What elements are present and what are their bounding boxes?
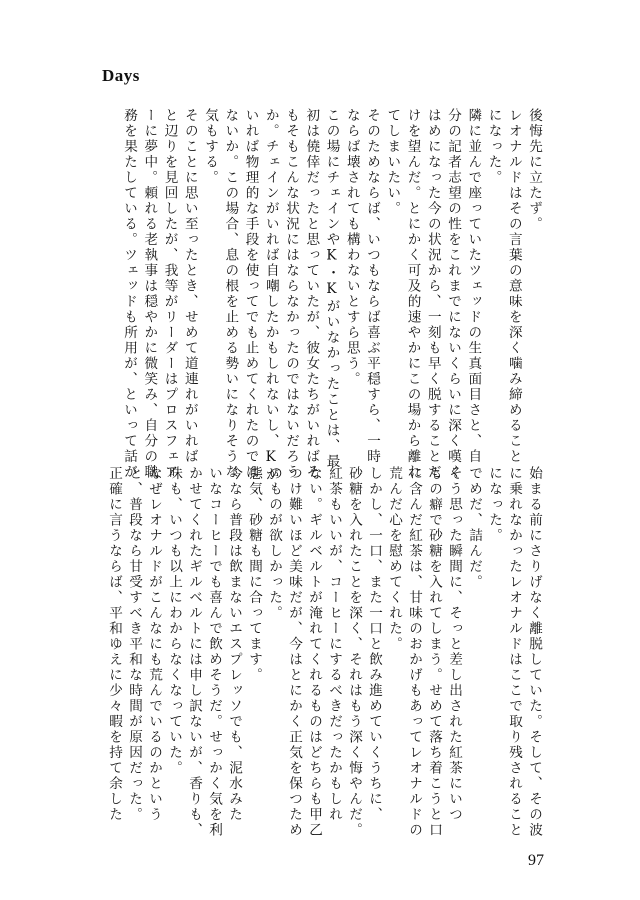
text-line: 後悔先に立たず。 [526, 108, 542, 232]
text-line: 味も、いつも以上にわからなくなっていた。 [166, 466, 182, 776]
page-number: 97 [528, 852, 544, 869]
text-line: けを望んだ。とにかく可及的速やかにこの場から離れ [404, 108, 421, 480]
text-line: ーに夢中。頼れる老執事は穏やかに微笑み、自分の職 [141, 108, 158, 480]
text-line: はめになった今の状況から、一刻も早く脱することだ [424, 108, 441, 480]
text-line: そう思った瞬間に、そっと差し出された紅茶にいつ [446, 466, 462, 823]
text-line: 始まる前にさりげなく離脱していた。そして、その波 [526, 466, 542, 838]
text-line: ない。ギルベルトが淹れてくれるものはどちらも甲乙 [306, 466, 322, 838]
text-line: 務を果たしている。ツェッドも所用が、といって話が [121, 108, 137, 480]
text-line: もの癖で砂糖を入れてしまう。せめて落ち着こうと口 [426, 466, 442, 838]
text-line: 分の記者志望の性をこれまでにないくらいに深く嘆く [445, 108, 461, 480]
text-line: そのことに思い至ったとき、せめて道連れがいれば [181, 108, 198, 465]
text-line: 荒んだ心を慰めてくれた。 [386, 466, 402, 652]
text-line: 正確に言うならば、平和ゆえに少々暇を持て余した [106, 466, 122, 823]
text-line: 気もする。 [202, 108, 218, 186]
text-line: と辺りを見回したが、我等がリーダーはプロスフェア [161, 108, 178, 480]
text-line: いれば物理的な手段を使ってでも止めてくれたのでは [242, 108, 259, 480]
text-line: に乗れなかったレオナルドはここで取り残されること [506, 466, 522, 838]
text-block-top [100, 108, 542, 483]
text-line: ならば壊されても構わないとすら思う。 [343, 108, 360, 387]
text-line: 初は僥倖だったと思っていたが、彼女たちがいればそ [303, 108, 320, 480]
text-line: になった。 [485, 108, 502, 186]
text-line: つけ難いほど美味だが、今はとにかく正気を保つため [286, 466, 302, 838]
page-header: Days [102, 66, 140, 85]
text-line: 隣に並んで座っていたツェッドの生真面目さと、自 [465, 108, 482, 465]
text-line: てしまいたい。 [384, 108, 401, 217]
text-line: ないか。この場合、息の根を止める勢いになりそうな [222, 108, 239, 480]
text-block-bottom [100, 466, 542, 838]
text-line: この場にチェインやK・Kがいなかったことは、最 [323, 108, 340, 470]
text-line: 今なら普段は飲まないエスプレッソでも、泥水みた [226, 466, 242, 823]
text-line: でめだ、詰んだ。 [466, 466, 482, 590]
text-line: 態気、砂糖も間に合ってます。 [246, 466, 262, 683]
text-line: 砂糖を入れたことを深く、それはもう深く悔やんだ。 [346, 466, 362, 838]
text-line: に含んだ紅茶は、甘味のおかげもあってレオナルドの [406, 466, 422, 838]
text-line: かせてくれたギルベルトには申し訳ないが、香りも、 [186, 466, 202, 838]
text-line: しかし、一口、また一口と飲み進めていくうちに、 [366, 466, 382, 823]
text-line: になった。 [486, 466, 502, 544]
text-line: か。チェインがいれば自嘲したかもしれないし、Kが [262, 108, 279, 483]
text-line: そのためならば、いつもならば喜ぶ平穏すら、一時 [364, 108, 380, 465]
text-line: 紅茶もいいが、コーヒーにするべきだったかもしれ [326, 466, 342, 823]
text-line: もそもこんな状況にはならなかったのではないだろう [283, 108, 299, 480]
text-line: と、普段なら甘受すべき平和な時間が原因だった。 [126, 466, 142, 823]
text-line: のものが欲しかった。 [266, 466, 282, 621]
text-line: レオナルドはその言葉の意味を深く噛み締めること [505, 108, 522, 465]
text-line: なぜレオナルドがこんなにも荒んでいるのかという [146, 466, 162, 823]
text-line: いなコーヒーでも喜んで飲めそうだ。せっかく気を利 [206, 466, 222, 838]
